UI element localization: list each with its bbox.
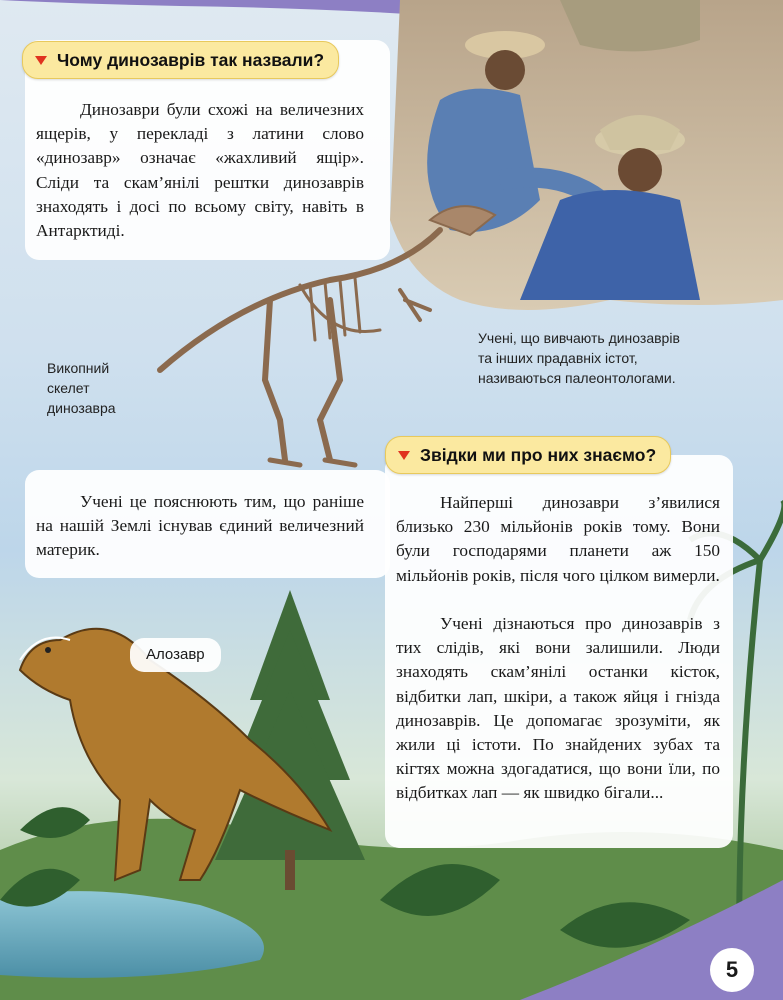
- heading-triangle-icon: [398, 451, 410, 460]
- section1-paragraph2: Учені це пояснюють тим, що раніше на нашій Землі існував єдиний величезний материк.: [36, 492, 364, 560]
- scientists-caption-line: Учені, що вивчають динозаврів: [478, 330, 680, 346]
- skeleton-caption-line: динозавра: [47, 400, 116, 416]
- skeleton-caption-line: скелет: [47, 380, 90, 396]
- section2-paragraph2: Учені дізнаються про динозаврів з тих слідів, які вони залишили. Люди знаходять скам’янілі останки кісток, відбитки лап, шкіри, а також яйця і гнізда динозаврів. Це допомагає зрозуміти, як жили ці істоти. По знайдених зубах та кігтях можна здогадатися, що вони їли, по відбитках лап — як швидко бігали...: [396, 614, 720, 803]
- heading-triangle-icon: [35, 56, 47, 65]
- scientists-caption: [478, 328, 680, 388]
- skeleton-caption-line: Викопний: [47, 360, 110, 376]
- section2-paragraph1: Найперші динозаври з’явилися близько 230 мільйонів років тому. Вони були господарями планети аж 150 мільйонів років, після чого цілком вимерли.: [396, 493, 720, 585]
- scientists-caption-line: та інших прадавніх істот,: [478, 350, 638, 366]
- section1-paragraph: Динозаври були схожі на величезних ящерів, у перекладі з латини слово «динозавр» означає «жахливий ящір». Сліди та скам’янілі рештки динозаврів знаходять і досі по всьому світу, навіть в Антарктиді.: [36, 100, 364, 241]
- allosaurus-label: Алозавр: [130, 638, 221, 672]
- section1-heading: [22, 41, 339, 79]
- page-number: 5: [710, 948, 754, 992]
- scientists-caption-line: називаються палеонтологами.: [478, 370, 676, 386]
- section2-heading-text: Звідки ми про них знаємо?: [420, 445, 657, 465]
- section1-heading-text: Чому динозаврів так назвали?: [57, 50, 325, 70]
- skeleton-caption: [47, 358, 116, 418]
- section2-heading: [385, 436, 671, 474]
